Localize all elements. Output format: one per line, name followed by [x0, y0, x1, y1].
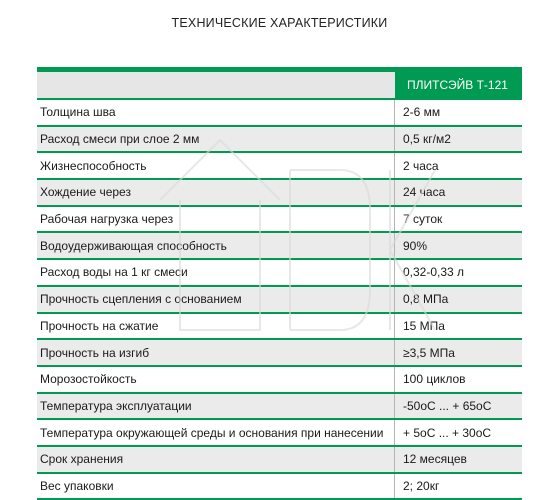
table-row	[37, 207, 522, 234]
spec-value: 15 МПа	[403, 318, 445, 333]
spec-value: 90%	[403, 238, 428, 253]
table-row	[37, 447, 522, 474]
table-row	[37, 233, 522, 260]
spec-name: Вес упаковки	[37, 474, 395, 499]
table-row	[37, 180, 522, 207]
spec-value: + 5оС ... + 30оС	[403, 425, 492, 440]
spec-name: Толщина шва	[37, 100, 395, 125]
spec-value: 12 месяцев	[403, 452, 467, 467]
table-row	[37, 287, 522, 314]
table-row	[37, 420, 522, 447]
table-row	[37, 314, 522, 341]
spec-name: Расход смеси при слое 2 мм	[37, 127, 395, 152]
spec-name: Срок хранения	[37, 447, 395, 472]
table-row	[37, 394, 522, 421]
table-header-row	[37, 72, 522, 100]
spec-value: 100 циклов	[403, 372, 466, 387]
spec-name: Морозостойкость	[37, 367, 395, 392]
spec-value: 2; 20кг	[403, 478, 440, 493]
table-row	[37, 340, 522, 367]
table-row	[37, 474, 522, 500]
table-body	[37, 100, 522, 500]
table-row	[37, 367, 522, 394]
product-name-header: ПЛИТСЭЙВ Т-121	[395, 72, 522, 98]
spec-value: 0,8 МПа	[403, 292, 449, 307]
spec-name: Водоудерживающая способность	[37, 233, 395, 258]
spec-value: 2-6 мм	[403, 105, 441, 120]
spec-value: ≥3,5 МПа	[403, 345, 455, 360]
spec-value: 7 суток	[403, 212, 443, 227]
spec-value: -50оС ... + 65оС	[403, 398, 492, 413]
spec-name: Прочность на изгиб	[37, 340, 395, 365]
spec-name: Прочность сцепления с основанием	[37, 287, 395, 312]
spec-value: 24 часа	[403, 185, 446, 200]
spec-value: 2 часа	[403, 158, 439, 173]
spec-name: Рабочая нагрузка через	[37, 207, 395, 232]
spec-value: 0,5 кг/м2	[403, 132, 451, 147]
spec-name: Прочность на сжатие	[37, 314, 395, 339]
spec-value: 0,32-0,33 л	[403, 265, 465, 280]
specs-table	[37, 67, 522, 500]
table-row	[37, 260, 522, 287]
header-blank-cell	[37, 72, 395, 98]
spec-name: Жизнеспособность	[37, 153, 395, 178]
spec-name: Температура эксплуатации	[37, 394, 395, 419]
spec-name: Температура окружающей среды и основания при нанесении	[37, 420, 395, 445]
table-row	[37, 100, 522, 127]
page-title: ТЕХНИЧЕСКИЕ ХАРАКТЕРИСТИКИ	[171, 16, 388, 30]
spec-name: Расход воды на 1 кг смеси	[37, 260, 395, 285]
table-row	[37, 127, 522, 154]
spec-name: Хождение через	[37, 180, 395, 205]
table-row	[37, 153, 522, 180]
